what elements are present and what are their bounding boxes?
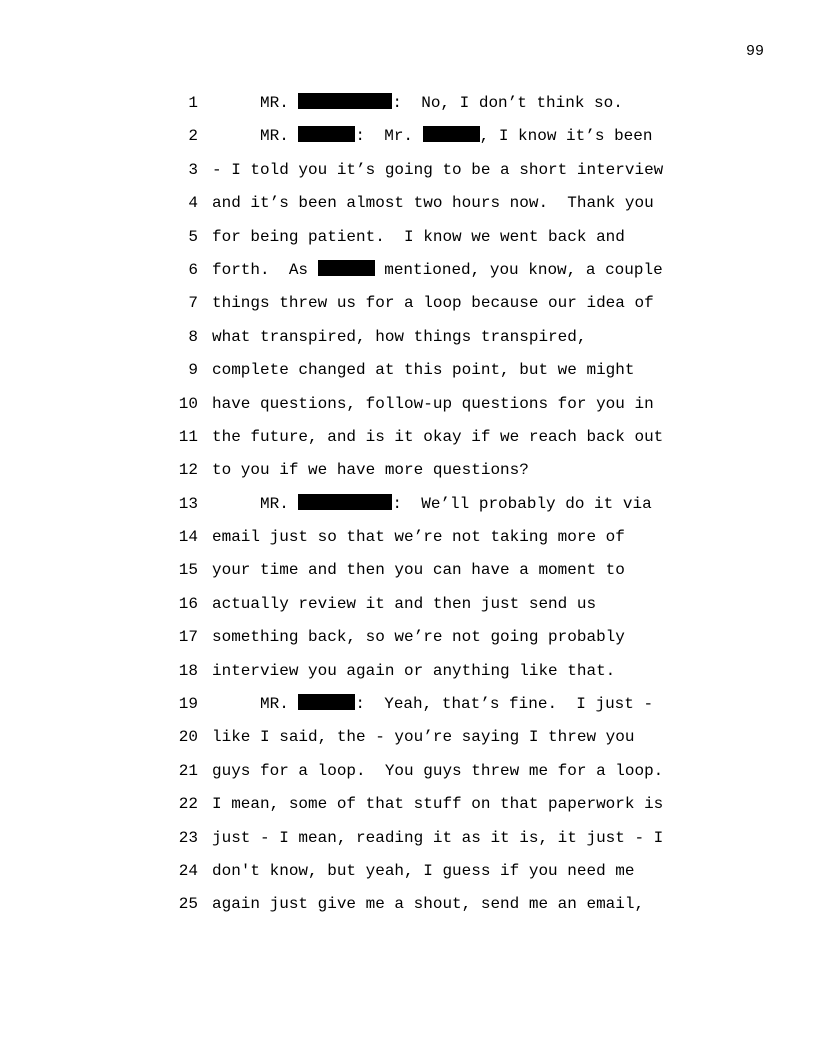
line-text: [212, 225, 625, 249]
transcript-line: [0, 392, 816, 425]
line-number: 19: [178, 695, 198, 714]
line-text: [212, 392, 654, 416]
text-segment: and it’s been almost two hours now. Thank you: [212, 194, 654, 213]
page-number: 99: [745, 43, 764, 60]
transcript-line: [0, 191, 816, 224]
transcript-line: [0, 91, 816, 124]
redaction-box: [318, 260, 375, 276]
redaction-box: [298, 93, 392, 109]
text-segment: don't know, but yeah, I guess if you need me: [212, 861, 635, 880]
text-segment: : No, I don’t think so.: [392, 94, 623, 112]
line-text: [212, 492, 652, 516]
line-text: [212, 124, 652, 148]
transcript-line: [0, 258, 816, 291]
text-segment: actually review it and then just send us: [212, 594, 597, 613]
line-number: 9: [188, 361, 198, 380]
line-number: 16: [178, 594, 198, 613]
text-segment: interview you again or anything like that.: [212, 661, 616, 680]
text-segment: email just so that we’re not taking more of: [212, 528, 625, 547]
line-number: 17: [178, 628, 198, 647]
transcript-line: [0, 759, 816, 792]
line-text: [212, 458, 529, 482]
line-text: [212, 558, 625, 582]
redaction-box: [298, 694, 355, 710]
line-number: 8: [188, 327, 198, 346]
transcript-line: [0, 859, 816, 892]
text-segment: - I told you it’s going to be a short interview: [212, 160, 664, 179]
text-segment: guys for a loop. You guys threw me for a loop.: [212, 761, 664, 780]
line-number: 18: [178, 661, 198, 680]
line-text: [212, 625, 625, 649]
transcript-line: [0, 325, 816, 358]
text-segment: : Yeah, that’s fine. I just -: [355, 695, 654, 714]
transcript-line: [0, 492, 816, 525]
line-text: [212, 258, 663, 282]
line-number: 2: [188, 127, 198, 146]
text-segment: like I said, the - you’re saying I threw you: [212, 728, 635, 747]
line-number: 5: [188, 227, 198, 246]
line-number: 25: [178, 895, 198, 914]
transcript-line: [0, 826, 816, 859]
transcript-line: [0, 458, 816, 491]
transcript-line: [0, 592, 816, 625]
transcript-line: [0, 124, 816, 157]
line-number: 1: [188, 94, 198, 112]
text-segment: mentioned, you know, a couple: [374, 260, 663, 279]
transcript-line: [0, 291, 816, 324]
transcript-line: [0, 725, 816, 758]
text-segment: the future, and is it okay if we reach back out: [212, 427, 664, 446]
text-segment: things threw us for a loop because our idea of: [212, 294, 654, 313]
line-text: [212, 358, 634, 382]
text-segment: MR.: [212, 94, 299, 112]
line-text: [212, 325, 586, 349]
line-number: 4: [188, 194, 198, 213]
line-text: [212, 725, 634, 749]
transcript-line: [0, 558, 816, 591]
line-number: 23: [178, 828, 198, 847]
transcript-line: [0, 625, 816, 658]
line-text: [212, 859, 634, 883]
line-number: 14: [178, 528, 198, 547]
transcript-line: [0, 892, 816, 925]
text-segment: forth. As: [212, 260, 318, 279]
line-number: 6: [188, 260, 198, 279]
line-number: 11: [178, 427, 198, 446]
transcript-line: [0, 358, 816, 391]
line-text: [212, 291, 654, 315]
line-number: 7: [188, 294, 198, 313]
text-segment: MR.: [212, 127, 299, 146]
text-segment: what transpired, how things transpired,: [212, 327, 587, 346]
text-segment: again just give me a shout, send me an email,: [212, 895, 645, 914]
text-segment: I mean, some of that stuff on that paperwork is: [212, 795, 664, 814]
line-number: 12: [178, 461, 198, 480]
redaction-box: [423, 126, 480, 142]
line-text: [212, 525, 625, 549]
transcript-line: [0, 525, 816, 558]
text-segment: have questions, follow-up questions for you in: [212, 394, 654, 413]
text-segment: : Mr.: [355, 127, 423, 146]
redaction-box: [298, 494, 392, 510]
text-segment: : We’ll probably do it via: [392, 494, 652, 513]
redaction-box: [298, 126, 355, 142]
line-number: 22: [178, 795, 198, 814]
line-text: [212, 759, 663, 783]
line-text: [212, 659, 615, 683]
text-segment: to you if we have more questions?: [212, 461, 529, 480]
line-number: 15: [178, 561, 198, 580]
transcript-line: [0, 425, 816, 458]
line-number: 20: [178, 728, 198, 747]
line-text: [212, 425, 663, 449]
text-segment: your time and then you can have a moment to: [212, 561, 625, 580]
text-segment: MR.: [212, 695, 299, 714]
line-text: [212, 792, 663, 816]
text-segment: MR.: [212, 494, 299, 513]
transcript-line: [0, 792, 816, 825]
text-segment: something back, so we’re not going probably: [212, 628, 625, 647]
line-text: [212, 91, 623, 115]
line-number: 21: [178, 761, 198, 780]
line-number: 3: [188, 160, 198, 179]
line-text: [212, 191, 654, 215]
transcript-line: [0, 225, 816, 258]
text-segment: just - I mean, reading it as it is, it just - I: [212, 828, 664, 847]
text-segment: for being patient. I know we went back and: [212, 227, 625, 246]
transcript-line: [0, 692, 816, 725]
transcript-line: [0, 158, 816, 191]
line-text: [212, 592, 596, 616]
transcript-line: [0, 659, 816, 692]
text-segment: , I know it’s been: [479, 127, 653, 146]
line-text: [212, 892, 644, 916]
line-number: 10: [178, 394, 198, 413]
line-text: [212, 692, 653, 716]
line-number: 24: [178, 861, 198, 880]
text-segment: complete changed at this point, but we might: [212, 361, 635, 380]
transcript-body: [0, 91, 816, 926]
line-number: 13: [178, 494, 198, 513]
line-text: [212, 826, 663, 850]
line-text: [212, 158, 663, 182]
